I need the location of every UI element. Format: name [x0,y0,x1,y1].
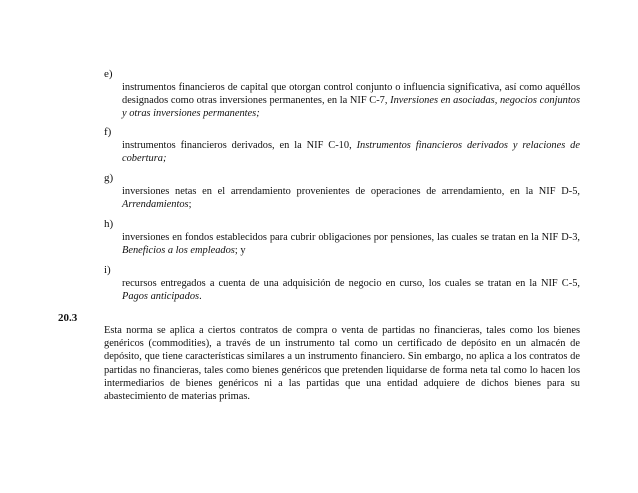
item-letter: e) [104,68,113,80]
item-text-italic: Beneficios a los empleados [122,245,235,257]
item-text-suffix: . [199,291,202,303]
item-text-plain: instrumentos financieros de capital que otorgan control conjunto o influencia significativa, así como aquéllos designados como otras inversiones permanentes, en la NIF C-7, [122,82,580,107]
item-text-italic: Arrendamientos [122,199,189,211]
item-text [122,231,580,257]
item-text-plain: recursos entregados a cuenta de una adquisición de negocio en curso, los cuales se tratan en la NIF C-5, [122,278,580,289]
section-paragraph: Esta norma se aplica a ciertos contratos de compra o venta de partidas no financieras, tales como los bienes genéricos (commodities), a través de un instrumento tal como un certificado de depósito en un almacén de depósito, que tiene características similares a un instrumento financiero. Sin embargo, no aplica a los contratos de partidas no financieras, tales como bienes genéricos que pretenden liquidarse de forma neta tal como lo hacen los intermediarios de bienes genéricos ni a las partidas que una entidad adquiere de dichos bienes para su abastecimiento de materias primas. [104,325,580,403]
item-text-italic: Inversiones en asociadas, negocios conjuntos y otras inversiones permanentes; [122,95,580,120]
item-letter: f) [104,126,112,138]
item-text-plain: inversiones en fondos establecidos para cubrir obligaciones por pensiones, las cuales se tratan en la NIF D-3, [122,232,580,243]
item-text [122,139,580,165]
item-letter: i) [104,264,111,276]
item-text-plain: instrumentos financieros derivados, en la NIF C-10, [122,140,357,151]
item-text-suffix: ; y [234,245,246,257]
item-letter: h) [104,218,114,230]
item-text-italic: Pagos anticipados [122,291,200,303]
item-letter: g) [104,172,114,184]
item-text [122,81,580,121]
item-text-italic: Instrumentos financieros derivados y relaciones de cobertura; [122,140,580,165]
item-text [122,277,580,303]
item-text [122,185,580,211]
item-text-suffix: ; [188,199,192,211]
item-text-plain: inversiones netas en el arrendamiento provenientes de operaciones de arrendamiento, en la NIF D-5, [122,186,580,197]
section-number: 20.3 [58,312,78,324]
